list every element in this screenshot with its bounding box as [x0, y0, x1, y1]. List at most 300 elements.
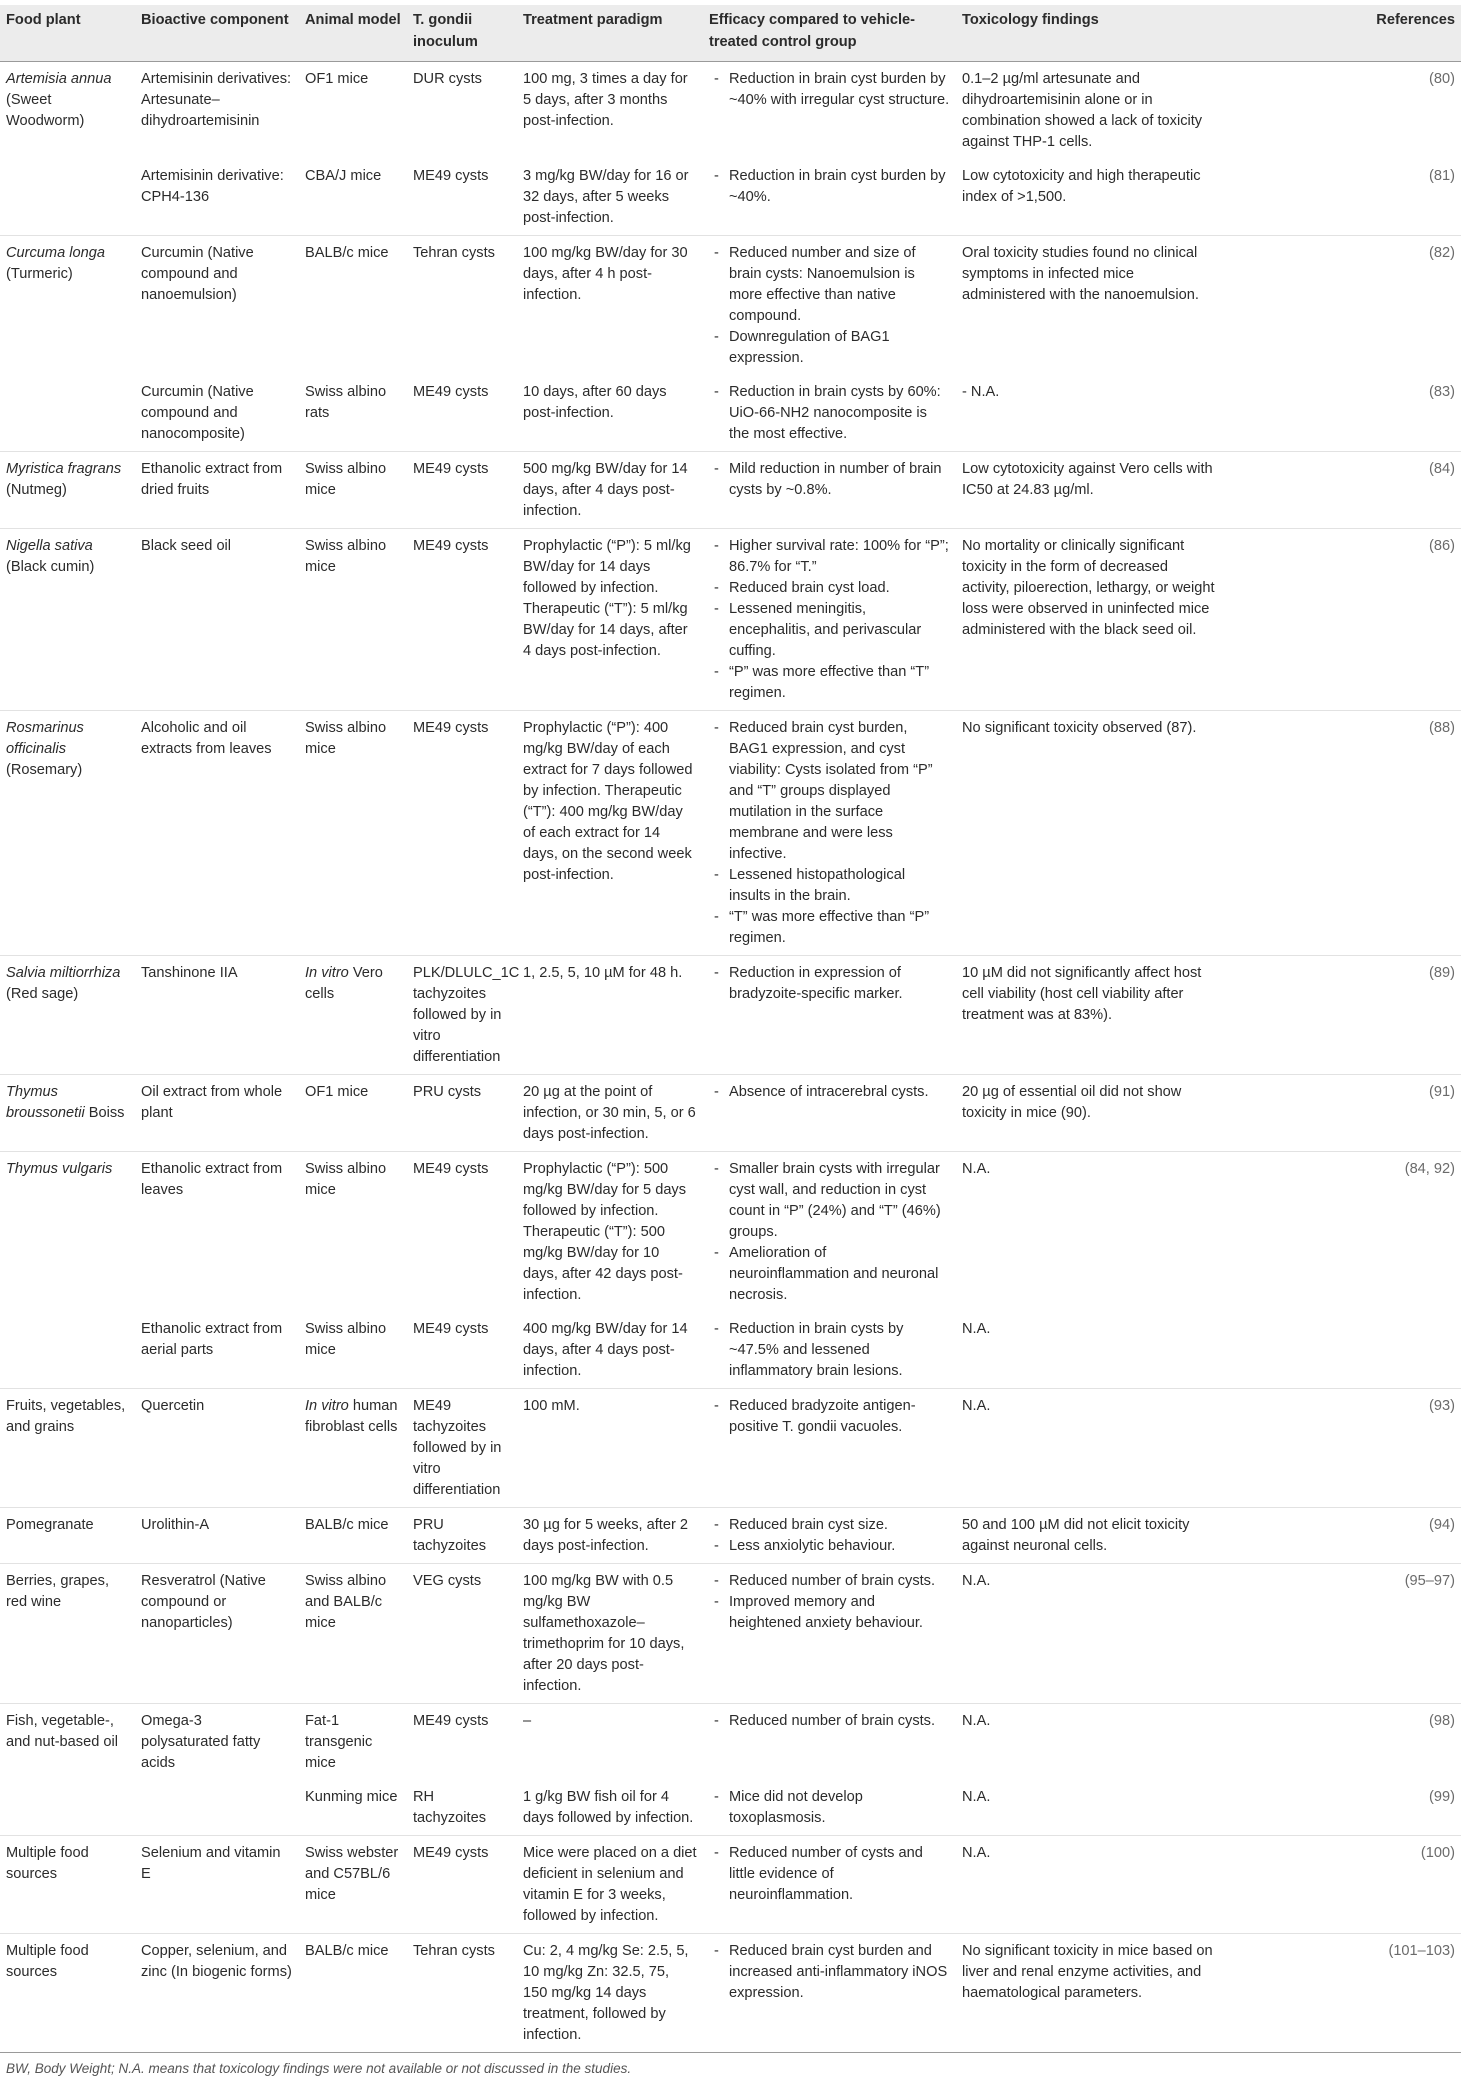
reference-link: (80) [1429, 71, 1455, 87]
animal-model-text: Swiss webster and C57BL/6 mice [305, 1845, 399, 1903]
cell-toxicology [956, 236, 1223, 376]
efficacy-item: - Reduced brain cyst size. [709, 1515, 950, 1536]
food-plant-scientific-name: Salvia miltiorrhiza [6, 965, 121, 981]
food-plant-name: Fruits, vegetables, and grains [6, 1398, 126, 1435]
bioactive-text: Quercetin [141, 1398, 205, 1414]
reference-link: (101–103) [1388, 1943, 1455, 1959]
cell-animal-model [299, 1075, 407, 1152]
cell-food-plant [0, 159, 135, 236]
toxicology-text: N.A. [962, 1845, 991, 1861]
cell-treatment [517, 1704, 703, 1781]
food-plant-common-name: (Rosemary) [6, 762, 83, 778]
cell-toxicology [956, 1389, 1223, 1508]
efficacy-item: - Reduction in brain cyst burden by ~40% with irregular cyst structure. [709, 69, 950, 111]
inoculum-text: ME49 cysts [413, 1321, 489, 1337]
toxicology-text: No significant toxicity observed (87). [962, 720, 1197, 736]
table-row [0, 236, 1461, 376]
cell-reference [1223, 236, 1461, 376]
treatment-text: Mice were placed on a diet deficient in selenium and vitamin E for 3 weeks, followed by infection. [523, 1845, 697, 1924]
cell-bioactive [135, 1075, 299, 1152]
reference-link: (100) [1420, 1845, 1455, 1861]
cell-inoculum [407, 1934, 517, 2053]
table-row [0, 1780, 1461, 1836]
efficacy-item: - Reduction in brain cysts by ~47.5% and lessened inflammatory brain lesions. [709, 1319, 950, 1382]
bioactive-text: Urolithin-A [141, 1517, 210, 1533]
cell-efficacy [703, 1780, 956, 1836]
bioactive-text: Resveratrol (Native compound or nanoparticles) [141, 1573, 266, 1631]
cell-reference [1223, 1075, 1461, 1152]
cell-efficacy [703, 1934, 956, 2053]
treatment-text: 400 mg/kg BW/day for 14 days, after 4 days post-infection. [523, 1321, 688, 1379]
cell-inoculum [407, 62, 517, 160]
cell-toxicology [956, 956, 1223, 1075]
cell-animal-model [299, 529, 407, 711]
inoculum-text: Tehran cysts [413, 245, 495, 261]
toxicology-text: 10 µM did not significantly affect host cell viability (host cell viability after treatment was at 83%). [962, 965, 1202, 1023]
efficacy-list [709, 69, 950, 111]
efficacy-item: - Reduced brain cyst burden, BAG1 expression, and cyst viability: Cysts isolated from “P” and “T” groups displayed mutilation in the surface membrane and were less infective. [709, 718, 950, 865]
cell-treatment [517, 1508, 703, 1564]
cell-food-plant [0, 956, 135, 1075]
efficacy-item: - “T” was more effective than “P” regimen. [709, 907, 950, 949]
cell-toxicology [956, 452, 1223, 529]
cell-inoculum [407, 529, 517, 711]
animal-model-text: Kunming mice [305, 1789, 398, 1805]
efficacy-list [709, 1843, 950, 1906]
header-row [0, 5, 1461, 62]
toxicology-text: N.A. [962, 1321, 991, 1337]
efficacy-item: - Improved memory and heightened anxiety behaviour. [709, 1592, 950, 1634]
cell-efficacy [703, 159, 956, 236]
bioactive-text: Ethanolic extract from dried fruits [141, 461, 283, 498]
animal-model-text: Swiss albino and BALB/c mice [305, 1573, 387, 1631]
table-row [0, 1704, 1461, 1781]
toxicology-text: - N.A. [962, 384, 1000, 400]
food-plant-name: Fish, vegetable-, and nut-based oil [6, 1713, 118, 1750]
table-row [0, 529, 1461, 711]
table-row [0, 1836, 1461, 1934]
food-plant-name: Multiple food sources [6, 1943, 89, 1980]
cell-bioactive [135, 1836, 299, 1934]
inoculum-text: ME49 cysts [413, 1161, 489, 1177]
toxicology-text: 0.1–2 µg/ml artesunate and dihydroartemisinin alone or in combination showed a lack of toxicity against THP-1 cells. [962, 71, 1203, 150]
animal-model-text: Fat-1 transgenic mice [305, 1713, 373, 1771]
cell-inoculum [407, 236, 517, 376]
cell-bioactive [135, 529, 299, 711]
efficacy-item: - Reduction in expression of bradyzoite-specific marker. [709, 963, 950, 1005]
animal-model-text: Swiss albino mice [305, 720, 387, 757]
animal-model-text: BALB/c mice [305, 1517, 389, 1533]
food-plant-common-name: (Turmeric) [6, 266, 73, 282]
cell-food-plant [0, 1312, 135, 1389]
reference-link: (84) [1429, 461, 1455, 477]
bioactive-text: Curcumin (Native compound and nanoemulsion) [141, 245, 254, 303]
food-plant-scientific-name: Thymus vulgaris [6, 1161, 113, 1177]
efficacy-item: - Higher survival rate: 100% for “P”; 86.7% for “T.” [709, 536, 950, 578]
bioactive-text: Ethanolic extract from leaves [141, 1161, 283, 1198]
treatment-text: 1 g/kg BW fish oil for 4 days followed by infection. [523, 1789, 694, 1826]
animal-model-text: CBA/J mice [305, 168, 382, 184]
cell-reference [1223, 62, 1461, 160]
table-row [0, 711, 1461, 956]
efficacy-item: - Reduced number of brain cysts. [709, 1711, 950, 1732]
animal-model-text: Swiss albino mice [305, 538, 387, 575]
cell-toxicology [956, 711, 1223, 956]
efficacy-list [709, 1711, 950, 1732]
table-row [0, 375, 1461, 452]
food-plant-common-name: Boiss [88, 1105, 125, 1121]
inoculum-text: PLK/DLULC_1C tachyzoites followed by in vitro differentiation [413, 965, 520, 1065]
cell-reference [1223, 1704, 1461, 1781]
cell-inoculum [407, 711, 517, 956]
cell-animal-model [299, 159, 407, 236]
efficacy-list [709, 166, 950, 208]
inoculum-text: ME49 cysts [413, 1713, 489, 1729]
cell-inoculum [407, 1836, 517, 1934]
inoculum-text: ME49 cysts [413, 461, 489, 477]
treatment-text: 10 days, after 60 days post-infection. [523, 384, 667, 421]
bioactive-text: Tanshinone IIA [141, 965, 238, 981]
treatment-text: 500 mg/kg BW/day for 14 days, after 4 days post-infection. [523, 461, 688, 519]
cell-inoculum [407, 1389, 517, 1508]
efficacy-item: - Less anxiolytic behaviour. [709, 1536, 950, 1557]
cell-bioactive [135, 711, 299, 956]
cell-efficacy [703, 1836, 956, 1934]
cell-efficacy [703, 956, 956, 1075]
efficacy-list [709, 1515, 950, 1557]
animal-model-prefix: In vitro [305, 1398, 349, 1414]
cell-toxicology [956, 1934, 1223, 2053]
cell-treatment [517, 529, 703, 711]
inoculum-text: ME49 tachyzoites followed by in vitro differentiation [413, 1398, 502, 1498]
food-plant-common-name: (Red sage) [6, 986, 79, 1002]
cell-efficacy [703, 375, 956, 452]
efficacy-item: - Reduced number and size of brain cysts: Nanoemulsion is more effective than native compound. [709, 243, 950, 327]
animal-model-prefix: In vitro [305, 965, 349, 981]
header-treatment: Treatment paradigm [517, 5, 703, 62]
efficacy-list [709, 1941, 950, 2004]
header-animal-model: Animal model [299, 5, 407, 62]
efficacy-item: - Amelioration of neuroinflammation and neuronal necrosis. [709, 1243, 950, 1306]
animal-model-text: OF1 mice [305, 71, 369, 87]
table-row [0, 1312, 1461, 1389]
inoculum-text: ME49 cysts [413, 384, 489, 400]
efficacy-item: - Reduced number of cysts and little evidence of neuroinflammation. [709, 1843, 950, 1906]
cell-reference [1223, 452, 1461, 529]
cell-treatment [517, 375, 703, 452]
cell-efficacy [703, 529, 956, 711]
efficacy-list [709, 1787, 950, 1829]
toxicology-text: N.A. [962, 1398, 991, 1414]
efficacy-item: - Reduction in brain cyst burden by ~40%. [709, 166, 950, 208]
cell-efficacy [703, 1389, 956, 1508]
cell-inoculum [407, 1704, 517, 1781]
cell-reference [1223, 1508, 1461, 1564]
animal-model-text: Swiss albino mice [305, 461, 387, 498]
efficacy-list [709, 1082, 950, 1103]
efficacy-list [709, 459, 950, 501]
reference-link: (89) [1429, 965, 1455, 981]
header-inoculum [407, 5, 517, 62]
cell-bioactive [135, 956, 299, 1075]
cell-bioactive [135, 1152, 299, 1313]
cell-toxicology [956, 1704, 1223, 1781]
toxicology-text: Low cytotoxicity and high therapeutic index of >1,500. [962, 168, 1201, 205]
cell-inoculum [407, 1312, 517, 1389]
bioactive-text: Artemisinin derivatives: Artesunate–dihydroartemisinin [141, 71, 292, 129]
cell-treatment [517, 236, 703, 376]
cell-reference [1223, 159, 1461, 236]
efficacy-item: - Mild reduction in number of brain cysts by ~0.8%. [709, 459, 950, 501]
cell-reference [1223, 1934, 1461, 2053]
inoculum-text: PRU cysts [413, 1084, 482, 1100]
header-bioactive: Bioactive component [135, 5, 299, 62]
cell-reference [1223, 1780, 1461, 1836]
cell-efficacy [703, 62, 956, 160]
reference-link: (86) [1429, 538, 1455, 554]
table-row [0, 159, 1461, 236]
header-references: References [1223, 5, 1461, 62]
cell-treatment [517, 1312, 703, 1389]
food-plant-scientific-name: Thymus broussonetii [6, 1084, 85, 1121]
cell-bioactive [135, 236, 299, 376]
cell-bioactive [135, 159, 299, 236]
treatment-text: 1, 2.5, 5, 10 µM for 48 h. [523, 965, 683, 981]
food-plant-common-name: (Black cumin) [6, 559, 95, 575]
cell-reference [1223, 1836, 1461, 1934]
inoculum-text: ME49 cysts [413, 168, 489, 184]
cell-inoculum [407, 1075, 517, 1152]
cell-inoculum [407, 1508, 517, 1564]
bioactive-text: Alcoholic and oil extracts from leaves [141, 720, 272, 757]
cell-efficacy [703, 1508, 956, 1564]
cell-food-plant [0, 1075, 135, 1152]
toxicology-text: No mortality or clinically significant toxicity in the form of decreased activity, piloerection, lethargy, or weight loss were observed in uninfected mice administered with the black seed oil. [962, 538, 1215, 638]
cell-animal-model [299, 1508, 407, 1564]
cell-toxicology [956, 1780, 1223, 1836]
food-plant-name: Pomegranate [6, 1517, 94, 1533]
animal-model-text: human fibroblast cells [305, 1398, 398, 1435]
inoculum-text: Tehran cysts [413, 1943, 495, 1959]
reference-link: (82) [1429, 245, 1455, 261]
food-plant-scientific-name: Nigella sativa [6, 538, 93, 554]
food-plant-scientific-name: Artemisia annua [6, 71, 112, 87]
cell-animal-model [299, 711, 407, 956]
cell-toxicology [956, 1836, 1223, 1934]
toxicology-text: N.A. [962, 1573, 991, 1589]
table-row [0, 1564, 1461, 1704]
cell-treatment [517, 711, 703, 956]
bioactive-text: Selenium and vitamin E [141, 1845, 281, 1882]
treatment-text: – [523, 1713, 532, 1729]
bioactive-text: Artemisinin derivative: CPH4-136 [141, 168, 284, 205]
table-row [0, 1389, 1461, 1508]
cell-toxicology [956, 1564, 1223, 1704]
table-row [0, 1075, 1461, 1152]
cell-toxicology [956, 62, 1223, 160]
cell-inoculum [407, 1564, 517, 1704]
reference-link: (84, 92) [1404, 1161, 1455, 1177]
cell-food-plant [0, 1836, 135, 1934]
cell-food-plant [0, 452, 135, 529]
toxicology-text: N.A. [962, 1161, 991, 1177]
bioactive-text: Omega-3 polysaturated fatty acids [141, 1713, 261, 1771]
cell-reference [1223, 529, 1461, 711]
efficacy-item: - “P” was more effective than “T” regimen. [709, 662, 950, 704]
table-row [0, 62, 1461, 160]
header-toxicology: Toxicology findings [956, 5, 1223, 62]
inoculum-text: ME49 cysts [413, 538, 489, 554]
toxicology-text: Low cytotoxicity against Vero cells with IC50 at 24.83 µg/ml. [962, 461, 1213, 498]
treatment-text: Prophylactic (“P”): 500 mg/kg BW/day for 5 days followed by infection. Therapeutic (“T”): 500 mg/kg BW/day for 10 days, after 42 days post-infection. [523, 1161, 687, 1303]
efficacy-list [709, 382, 950, 445]
cell-animal-model [299, 956, 407, 1075]
cell-food-plant [0, 1389, 135, 1508]
food-plant-name: Multiple food sources [6, 1845, 89, 1882]
cell-reference [1223, 1312, 1461, 1389]
cell-efficacy [703, 711, 956, 956]
animal-model-text: Vero cells [305, 965, 383, 1002]
cell-reference [1223, 956, 1461, 1075]
animal-model-text: OF1 mice [305, 1084, 369, 1100]
cell-animal-model [299, 236, 407, 376]
cell-treatment [517, 452, 703, 529]
reference-link: (93) [1429, 1398, 1455, 1414]
efficacy-list [709, 1319, 950, 1382]
cell-bioactive [135, 62, 299, 160]
toxicology-text: 20 µg of essential oil did not show toxicity in mice (90). [962, 1084, 1182, 1121]
cell-food-plant [0, 1934, 135, 2053]
cell-treatment [517, 1152, 703, 1313]
reference-link: (99) [1429, 1789, 1455, 1805]
cell-animal-model [299, 1780, 407, 1836]
efficacy-list [709, 1571, 950, 1634]
table-row [0, 1152, 1461, 1313]
cell-toxicology [956, 1508, 1223, 1564]
treatment-text: Prophylactic (“P”): 400 mg/kg BW/day of each extract for 7 days followed by infection. Therapeutic (“T”): 400 mg/kg BW/day of each extract for 14 days, on the second week post-infection. [523, 720, 693, 883]
food-plant-common-name: (Nutmeg) [6, 482, 67, 498]
cell-treatment [517, 1389, 703, 1508]
table-row [0, 956, 1461, 1075]
efficacy-list [709, 963, 950, 1005]
inoculum-text: RH tachyzoites [413, 1789, 487, 1826]
bioactive-text: Copper, selenium, and zinc (In biogenic forms) [141, 1943, 292, 1980]
cell-food-plant [0, 1704, 135, 1781]
reference-link: (88) [1429, 720, 1455, 736]
treatment-text: 100 mg, 3 times a day for 5 days, after 3 months post-infection. [523, 71, 688, 129]
reference-link: (81) [1429, 168, 1455, 184]
table-body [0, 62, 1461, 2053]
cell-reference [1223, 375, 1461, 452]
efficacy-item: - Smaller brain cysts with irregular cyst wall, and reduction in cyst count in “P” (24%) and “T” (46%) groups. [709, 1159, 950, 1243]
cell-efficacy [703, 1704, 956, 1781]
cell-inoculum [407, 1152, 517, 1313]
cell-reference [1223, 1389, 1461, 1508]
cell-animal-model [299, 375, 407, 452]
cell-animal-model [299, 1312, 407, 1389]
animal-model-text: Swiss albino rats [305, 384, 387, 421]
cell-food-plant [0, 62, 135, 160]
efficacy-list [709, 718, 950, 949]
efficacy-item: - Reduced number of brain cysts. [709, 1571, 950, 1592]
cell-efficacy [703, 236, 956, 376]
toxicology-text: 50 and 100 µM did not elicit toxicity against neuronal cells. [962, 1517, 1190, 1554]
bioactive-text: Ethanolic extract from aerial parts [141, 1321, 283, 1358]
bioactive-text: Black seed oil [141, 538, 232, 554]
cell-reference [1223, 711, 1461, 956]
header-inoculum-label: T. gondii inoculum [413, 12, 478, 50]
treatment-text: 30 µg for 5 weeks, after 2 days post-infection. [523, 1517, 688, 1554]
treatment-text: 3 mg/kg BW/day for 16 or 32 days, after 5 weeks post-infection. [523, 168, 689, 226]
efficacy-item: - Reduced bradyzoite antigen-positive T. gondii vacuoles. [709, 1396, 950, 1438]
cell-inoculum [407, 1780, 517, 1836]
food-plant-scientific-name: Myristica fragrans [6, 461, 122, 477]
cell-animal-model [299, 1704, 407, 1781]
cell-animal-model [299, 452, 407, 529]
efficacy-item: - Lessened meningitis, encephalitis, and perivascular cuffing. [709, 599, 950, 662]
reference-link: (94) [1429, 1517, 1455, 1533]
cell-bioactive [135, 452, 299, 529]
animal-model-text: BALB/c mice [305, 1943, 389, 1959]
cell-inoculum [407, 375, 517, 452]
treatment-text: 100 mg/kg BW with 0.5 mg/kg BW sulfamethoxazole–trimethoprim for 10 days, after 20 days post-infection. [523, 1573, 685, 1694]
cell-bioactive [135, 375, 299, 452]
cell-food-plant [0, 529, 135, 711]
bioactive-text: Curcumin (Native compound and nanocomposite) [141, 384, 254, 442]
efficacy-item: - Lessened histopathological insults in the brain. [709, 865, 950, 907]
cell-animal-model [299, 1389, 407, 1508]
cell-food-plant [0, 1152, 135, 1313]
cell-bioactive [135, 1389, 299, 1508]
cell-efficacy [703, 1312, 956, 1389]
efficacy-item: - Absence of intracerebral cysts. [709, 1082, 950, 1103]
cell-treatment [517, 1836, 703, 1934]
treatment-text: 100 mg/kg BW/day for 30 days, after 4 h post-infection. [523, 245, 688, 303]
cell-food-plant [0, 1508, 135, 1564]
cell-inoculum [407, 956, 520, 1075]
treatment-text: 100 mM. [523, 1398, 580, 1414]
cell-treatment [517, 159, 703, 236]
efficacy-item: - Reduction in brain cysts by 60%: UiO-66-NH2 nanocomposite is the most effective. [709, 382, 950, 445]
cell-toxicology [956, 1152, 1223, 1313]
header-efficacy: Efficacy compared to vehicle-treated control group [703, 5, 956, 62]
efficacy-list [709, 536, 950, 704]
efficacy-list [709, 1159, 950, 1306]
table-row [0, 452, 1461, 529]
reference-link: (98) [1429, 1713, 1455, 1729]
table-figure [0, 5, 1461, 2079]
cell-bioactive [135, 1704, 299, 1781]
cell-reference [1223, 1564, 1461, 1704]
cell-treatment [517, 1075, 703, 1152]
cell-treatment [517, 1780, 703, 1836]
cell-bioactive [135, 1934, 299, 2053]
toxicology-text: N.A. [962, 1789, 991, 1805]
cell-bioactive [135, 1780, 299, 1836]
inoculum-text: PRU tachyzoites [413, 1517, 487, 1554]
food-plant-name: Berries, grapes, red wine [6, 1573, 110, 1610]
cell-toxicology [956, 159, 1223, 236]
toxicology-text: N.A. [962, 1713, 991, 1729]
cell-inoculum [407, 159, 517, 236]
animal-model-text: BALB/c mice [305, 245, 389, 261]
header-food-plant: Food plant [0, 5, 135, 62]
bioactive-text: Oil extract from whole plant [141, 1084, 283, 1121]
cell-bioactive [135, 1312, 299, 1389]
cell-efficacy [703, 1564, 956, 1704]
food-plant-scientific-name: Curcuma longa [6, 245, 105, 261]
cell-inoculum [407, 452, 517, 529]
